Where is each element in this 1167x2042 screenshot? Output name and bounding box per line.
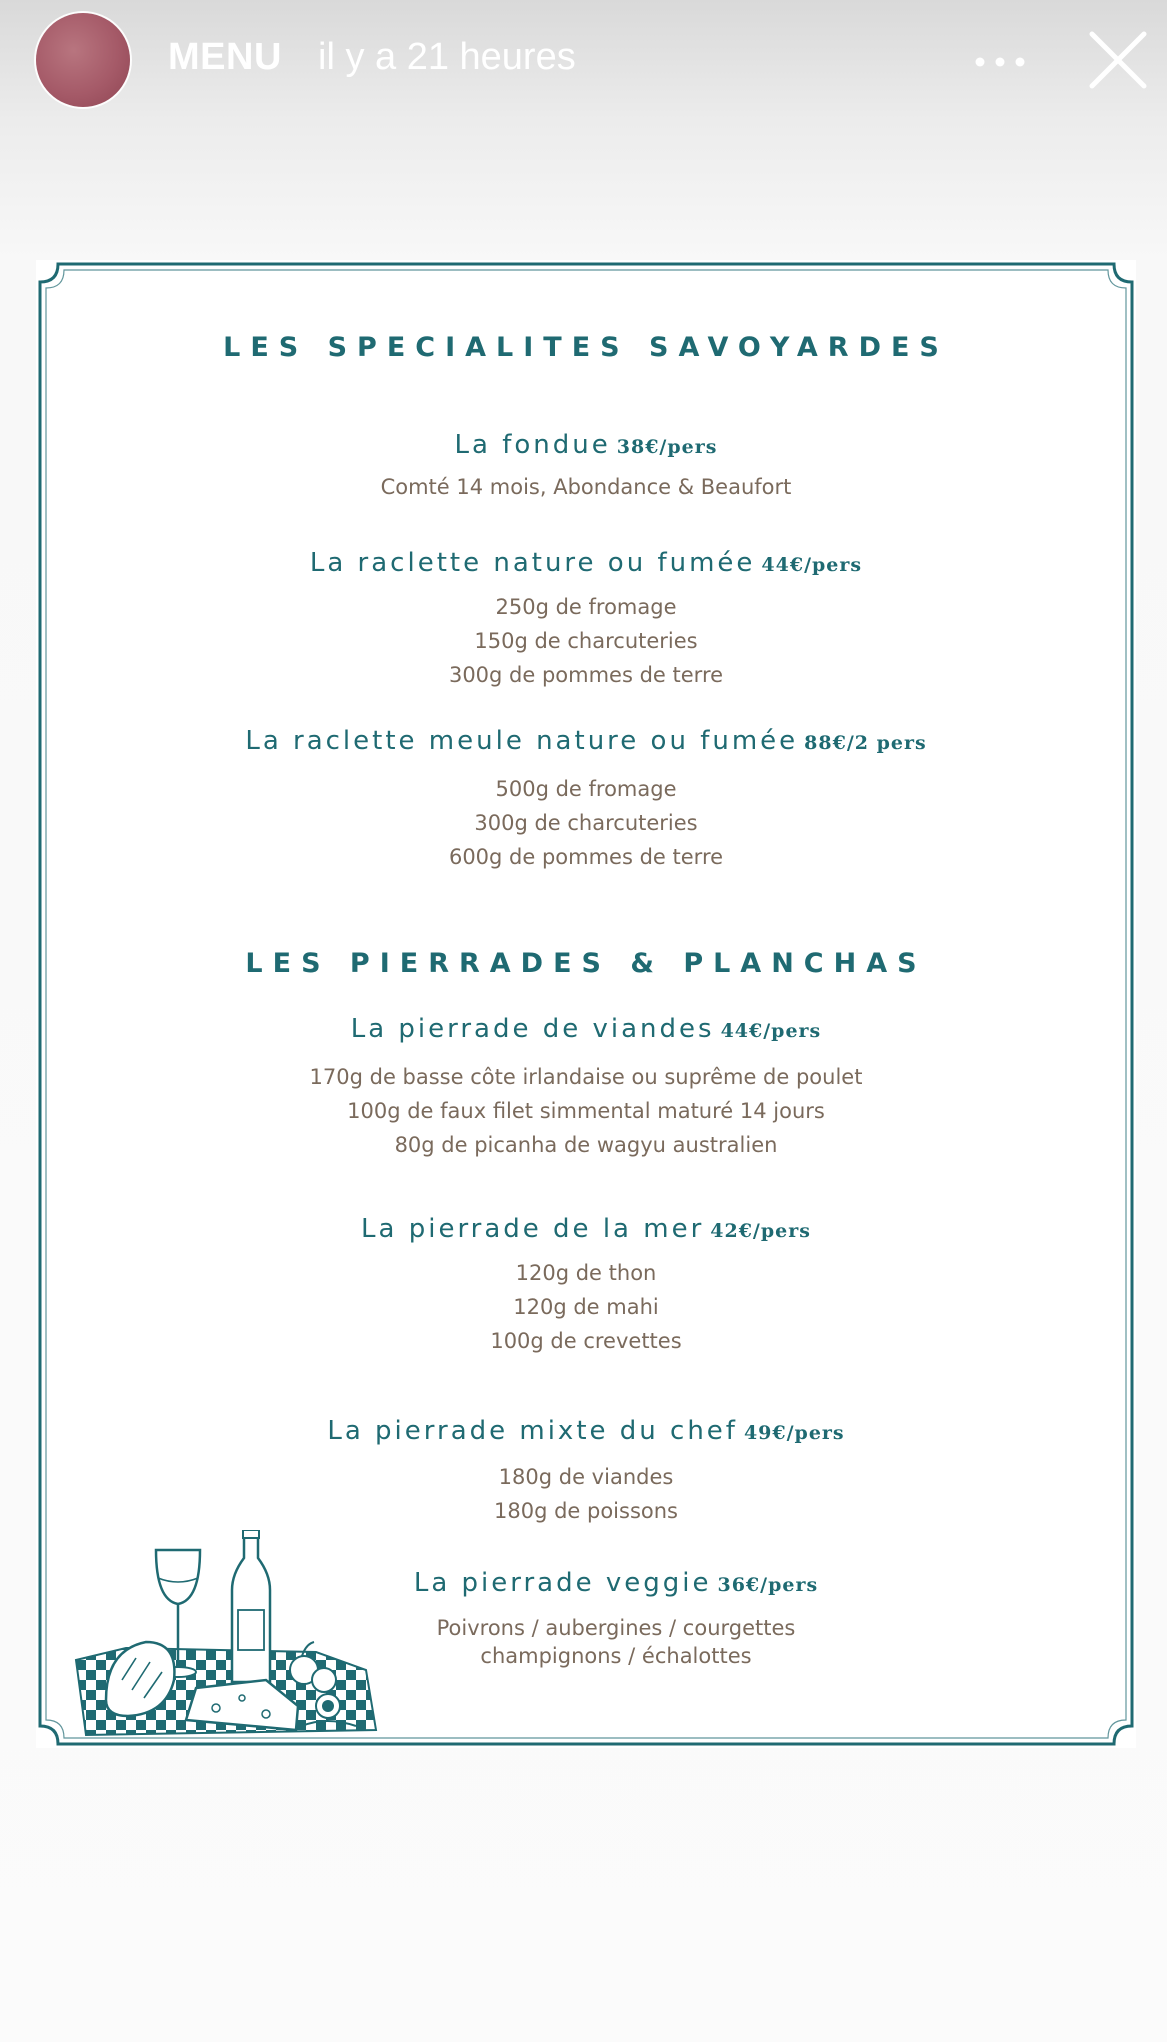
dish-description (36, 772, 1136, 874)
avatar[interactable] (36, 13, 130, 107)
dish-price: 49€/pers (743, 1422, 845, 1444)
dish-price: 44€/pers (761, 554, 863, 576)
story-header (0, 0, 1167, 130)
dish-price: 42€/pers (710, 1220, 811, 1242)
dish-title-pierrade-mer (36, 1214, 1136, 1244)
dish-line: 80g de picanha de wagyu australien (394, 1133, 778, 1157)
story-username[interactable]: MENU (168, 36, 282, 78)
dish-line: 100g de crevettes (490, 1329, 682, 1353)
dish-line: 600g de pommes de terre (448, 845, 724, 869)
dish-name: La raclette meule nature ou fumée (245, 726, 799, 756)
section-title-savoyardes: LES SPECIALITES SAVOYARDES (223, 332, 949, 363)
dish-title-pierrade-mixte (36, 1416, 1136, 1446)
dish-line: champignons / échalottes (480, 1644, 752, 1668)
picnic-illustration (66, 1530, 396, 1740)
section-title-pierrades: LES PIERRADES & PLANCHAS (245, 948, 927, 979)
dish-line: 300g de pommes de terre (448, 663, 724, 687)
menu-card (36, 260, 1136, 1748)
dish-line: 120g de mahi (513, 1295, 659, 1319)
dish-title-raclette (36, 548, 1136, 578)
dish-name: La pierrade de viandes (350, 1014, 715, 1044)
dish-line: 180g de viandes (498, 1465, 674, 1489)
dish-title-fondue (36, 430, 1136, 460)
dish-price: 36€/pers (717, 1574, 819, 1596)
dish-line: 170g de basse côte irlandaise ou suprême de poulet (309, 1065, 863, 1089)
dish-description (36, 1060, 1136, 1162)
dish-description (36, 590, 1136, 692)
more-horizontal-icon[interactable] (970, 42, 1030, 82)
close-icon[interactable] (1086, 28, 1150, 92)
dish-line: 500g de fromage (495, 777, 677, 801)
dish-description (36, 470, 1136, 504)
dish-line: 300g de charcuteries (474, 811, 698, 835)
dish-title-pierrade-viandes (36, 1014, 1136, 1044)
dish-line: Comté 14 mois, Abondance & Beaufort (380, 475, 792, 499)
dish-description (36, 1256, 1136, 1358)
dish-line: 150g de charcuteries (474, 629, 698, 653)
dish-line: 120g de thon (515, 1261, 657, 1285)
dish-title-raclette-meule (36, 726, 1136, 756)
dish-name: La pierrade veggie (413, 1568, 712, 1598)
dish-price: 88€/2 pers (804, 732, 927, 754)
dish-line: 100g de faux filet simmental maturé 14 jours (347, 1099, 825, 1123)
dish-name: La pierrade de la mer (361, 1214, 705, 1244)
dish-price: 44€/pers (720, 1020, 822, 1042)
dish-name: La raclette nature ou fumée (309, 548, 756, 578)
story-timestamp: il y a 21 heures (318, 36, 576, 78)
dish-line: 180g de poissons (493, 1499, 678, 1523)
dish-description (36, 1460, 1136, 1528)
dish-name: La pierrade mixte du chef (327, 1416, 738, 1446)
dish-name: La fondue (454, 430, 611, 460)
dish-line: 250g de fromage (495, 595, 677, 619)
dish-price: 38€/pers (616, 436, 718, 458)
dish-line: Poivrons / aubergines / courgettes (436, 1616, 796, 1640)
